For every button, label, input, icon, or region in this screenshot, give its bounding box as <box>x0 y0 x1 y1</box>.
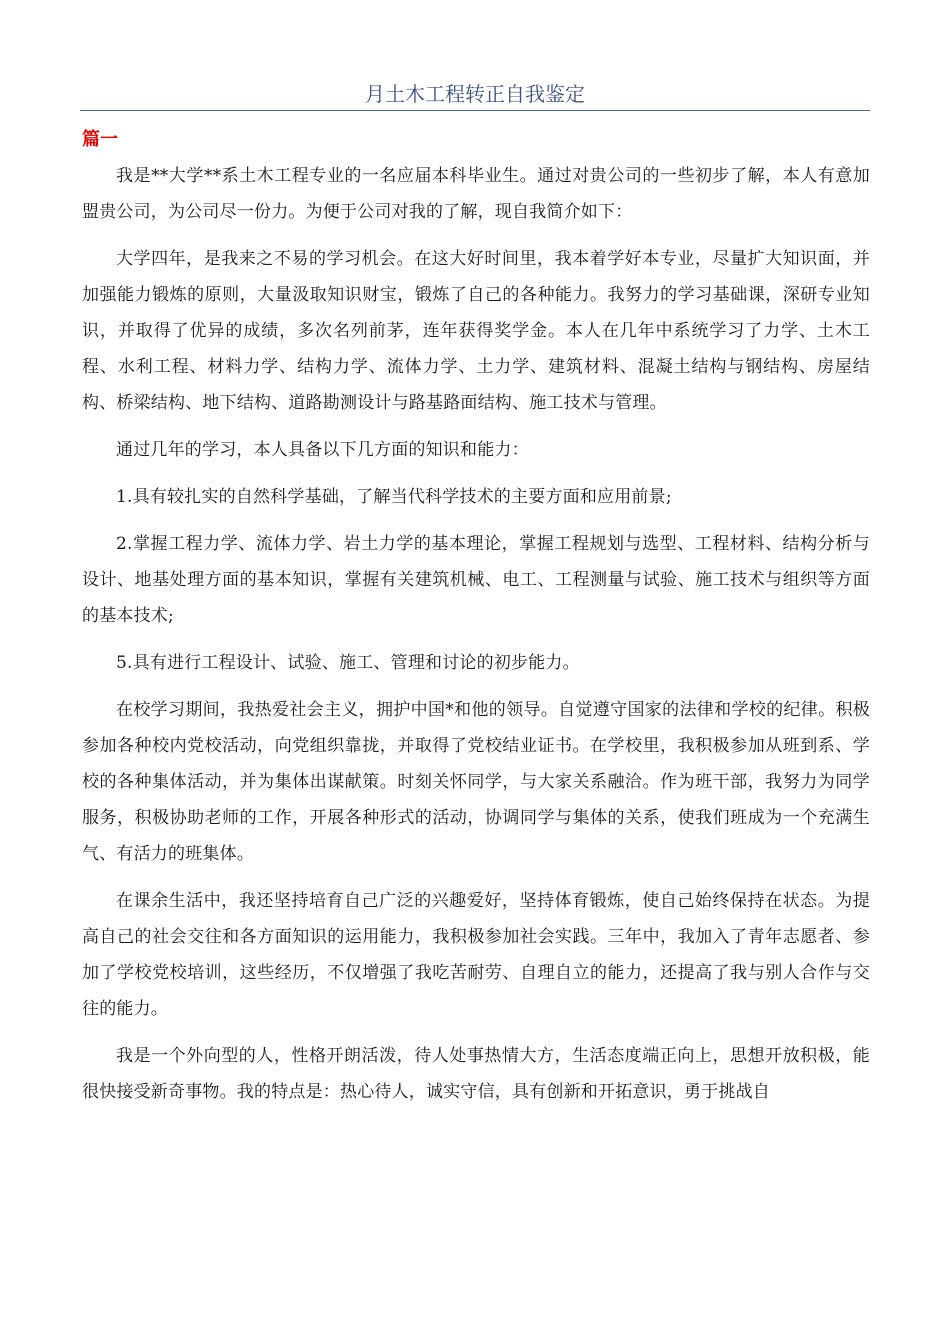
title-underline <box>80 110 870 111</box>
list-item-2: 2.掌握工程力学、流体力学、岩土力学的基本理论，掌握工程规划与选型、工程材料、结构分析与设计、地基处理方面的基本知识，掌握有关建筑机械、电工、工程测量与试验、施工技术与组织等方面的基本技术; <box>82 534 870 626</box>
paragraph-abilities-intro: 通过几年的学习，本人具备以下几方面的知识和能力： <box>116 440 529 460</box>
document-title: 月土木工程转正自我鉴定 <box>365 82 585 106</box>
paragraph-personality: 我是一个外向型的人，性格开朗活泼，待人处事热情大方，生活态度端正向上，思想开放积极，能很快接受新奇事物。我的特点是：热心待人，诚实守信，具有创新和开拓意识，勇于挑战自 <box>82 1046 870 1102</box>
paragraph-intro: 我是**大学**系土木工程专业的一名应届本科毕业生。通过对贵公司的一些初步了解，本人有意加盟贵公司，为公司尽一份力。为便于公司对我的了解，现自我简介如下： <box>82 166 870 222</box>
section-heading: 篇一 <box>82 129 118 150</box>
document-body <box>82 158 870 1121</box>
list-item-1: 1.具有较扎实的自然科学基础，了解当代科学技术的主要方面和应用前景; <box>116 487 672 507</box>
paragraph-university: 大学四年，是我来之不易的学习机会。在这大好时间里，我本着学好本专业，尽量扩大知识面，并加强能力锻炼的原则，大量汲取知识财宝，锻炼了自己的各种能力。我努力的学习基础课，深研专业知识，并取得了优异的成绩，多次名列前茅，连年获得奖学金。本人在几年中系统学习了力学、土木工程、水利工程、材料力学、结构力学、流体力学、土力学、建筑材料、混凝土结构与钢结构、房屋结构、桥梁结构、地下结构、道路勘测设计与路基路面结构、施工技术与管理。 <box>82 249 870 413</box>
paragraph-campus: 在校学习期间，我热爱社会主义，拥护中国*和他的领导。自觉遵守国家的法律和学校的纪律。积极参加各种校内党校活动，向党组织靠拢，并取得了党校结业证书。在学校里，我积极参加从班到系、学校的各种集体活动，并为集体出谋献策。时刻关怀同学，与大家关系融洽。作为班干部，我努力为同学服务，积极协助老师的工作，开展各种形式的活动，协调同学与集体的关系，使我们班成为一个充满生气、有活力的班集体。 <box>82 700 870 864</box>
list-item-5: 5.具有进行工程设计、试验、施工、管理和讨论的初步能力。 <box>116 653 580 673</box>
paragraph-extracurricular: 在课余生活中，我还坚持培育自己广泛的兴趣爱好，坚持体育锻炼，使自己始终保持在状态。为提高自己的社会交往和各方面知识的运用能力，我积极参加社会实践。三年中，我加入了青年志愿者、参加了学校党校培训，这些经历，不仅增强了我吃苦耐劳、自理自立的能力，还提高了我与别人合作与交往的能力。 <box>82 891 870 1019</box>
